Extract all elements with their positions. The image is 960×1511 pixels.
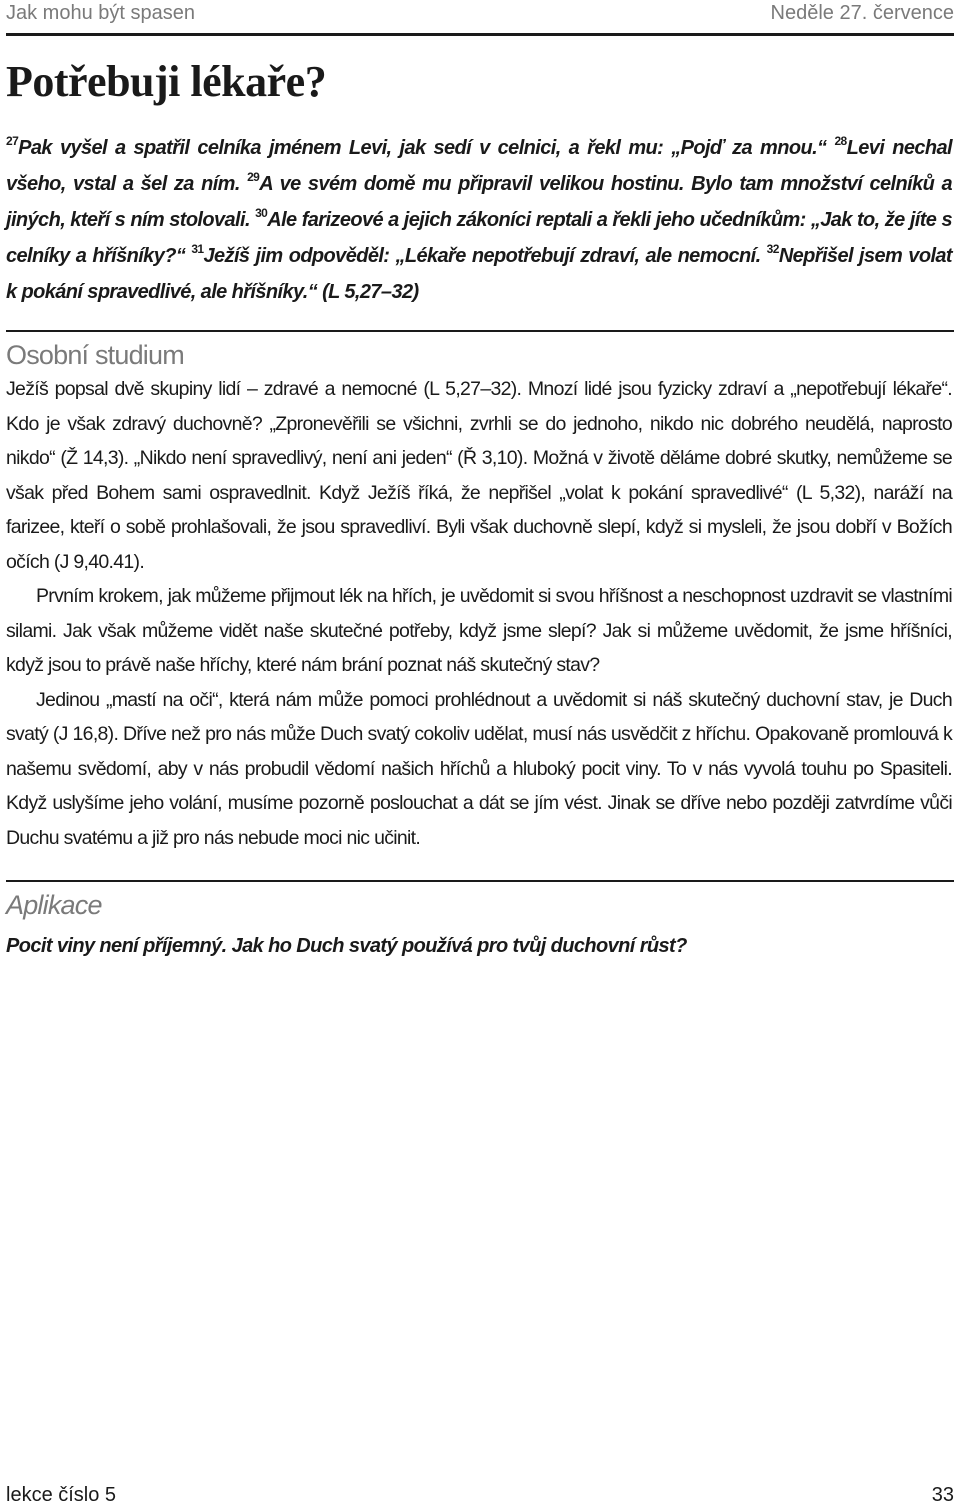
verse-text: Levi nechal všeho, vstal a šel za ním.: [6, 137, 952, 195]
page-title: Potřebuji lékaře?: [6, 57, 327, 106]
verse-text: Ale farizeové a jejich zákoníci reptali a řekli jeho učedníkům: „Jak to, že jíte s celníky a hříšníky?“: [6, 209, 952, 267]
study-paragraph: Jedinou „mastí na oči“, která nám může pomoci prohlédnout a uvědomit si náš skutečný duchovní stav, je Duch svatý (J 16,8). Dříve než pro nás může Duch svatý cokoliv udělat, musí nás usvědčit z hříchu. Opakovaně promlouvá k našemu svědomí, aby v nás probudil vědomí našich hříchů a hluboký pocit viny. To v nás vyvolá touhu po Spasiteli. Když uslyšíme jeho volání, musíme pozorně poslouchat a dát se jím vést. Jinak se dříve nebo později zatvrdíme vůči Duchu svatému a již pro nás nebude moci nic učinit.: [6, 688, 952, 849]
verse-number: 31: [191, 242, 204, 256]
study-paragraph: Ježíš popsal dvě skupiny lidí – zdravé a nemocné (L 5,27–32). Mnozí lidé jsou fyzicky zdraví a „nepotřebují lékaře“. Kdo je však zdravý duchovně? „Zpronevěřili se všichni, zvrhli se do jednoho, nikdo nic dobrého neudělá, naprosto nikdo“ (Ž 14,3). „Nikdo není spravedlivý, není ani jeden“ (Ř 3,10). Možná v životě děláme dobré skutky, nemůžeme se však před Bohem sami ospravedlnit. Když Ježíš říká, že nepřišel „volat k pokání spravedlivé“ (L 5,32), naráží na farizee, kteří o sobě prohlašovali, že jsou spravedliví. Byli však duchovně slepí, když si mysleli, že jsou dobří v Božích očích (J 9,40.41).: [6, 378, 952, 573]
footer-lesson-label: lekce číslo 5: [6, 1484, 117, 1506]
header-series-title: Jak mohu být spasen: [6, 2, 195, 24]
study-body: [6, 372, 952, 855]
verse-number: 29: [247, 170, 260, 184]
verse-number: 28: [834, 134, 847, 148]
verse-number: 30: [255, 206, 268, 220]
scripture-reference: (L 5,27–32): [322, 281, 419, 303]
section-divider: [6, 880, 954, 882]
verse-number: 32: [766, 242, 779, 256]
header-date: Neděle 27. července: [770, 2, 954, 24]
verse-text: A ve svém domě mu připravil velikou hostinu. Bylo tam množství celníků a jiných, kteří s ním stolovali.: [6, 173, 952, 231]
section-divider: [6, 330, 954, 332]
scripture-passage: [6, 130, 952, 310]
header-divider: [6, 33, 954, 36]
application-question: Pocit viny není příjemný. Jak ho Duch svatý používá pro tvůj duchovní růst?: [6, 935, 687, 957]
verse-number: 27: [6, 134, 19, 148]
running-header: [6, 2, 954, 30]
section-heading-study: Osobní studium: [6, 340, 184, 370]
verse-text: Nepřišel jsem volat k pokání spravedlivé, ale hříšníky.“: [6, 245, 952, 303]
verse-text: Pak vyšel a spatřil celníka jménem Levi, jak sedí v celnici, a řekl mu: „Pojď za mnou.“: [18, 137, 827, 159]
study-paragraph: Prvním krokem, jak můžeme přijmout lék na hřích, je uvědomit si svou hříšnost a neschopnost uzdravit se vlastními silami. Jak však můžeme vidět naše skutečné potřeby, když jsme slepí? Jak si můžeme uvědomit, že jsme hříšníci, když jsou to právě naše hříchy, které nám brání poznat náš skutečný stav?: [6, 585, 952, 676]
page-number: 33: [931, 1484, 954, 1506]
section-heading-application: Aplikace: [6, 890, 102, 920]
verse-text: Ježíš jim odpověděl: „Lékaře nepotřebují zdraví, ale nemocní.: [203, 245, 761, 267]
